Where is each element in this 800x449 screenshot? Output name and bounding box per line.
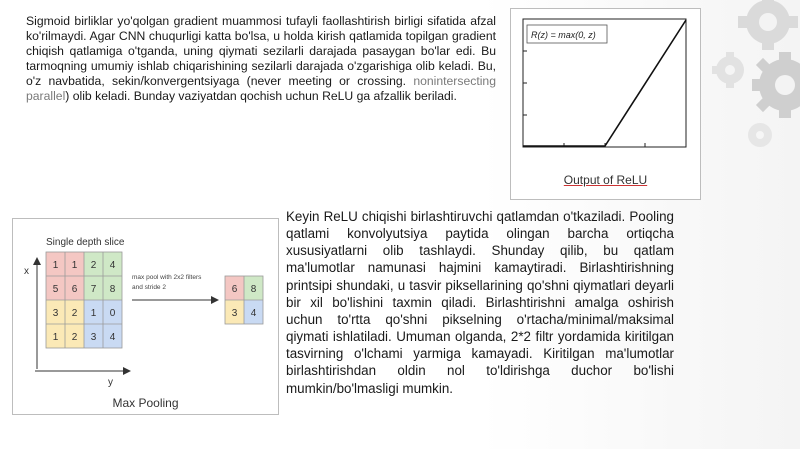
output-cell: 8 bbox=[250, 284, 257, 295]
max-pooling-figure bbox=[12, 218, 279, 415]
output-cell: 6 bbox=[231, 284, 238, 295]
pooling-paragraph: Keyin ReLU chiqishi birlashtiruvchi qatlamdan o'tkaziladi. Pooling qatlami konvolyutsiya paytida olingan barcha ortiqcha xususiyatlarni olib tashlaydi. Shunday qilib, bu qatlam ma'lumotlar namunasi hajmini kamaytiradi. Birlashtirishning printsipi shundaki, u tasvir piksellarining qo'shni qiymatlari deyarli bir xil bo'lishini taxmin qiladi. Birlashtirishni amalga oshirish uchun to'rtta qo'shni pikselning o'rtacha/minimal/maksimal qiymati ishlatiladi. Umuman olganda, 2*2 filtr yordamida kiritilgan tasvirning o'lchami yarmiga kamayadi. Kiritilgan ma'lumotlar birlashtirishdan oldin nol to'ldirishga duchor bo'lishi mumkin/bo'lmasligi mumkin. bbox=[286, 209, 674, 396]
input-cell: 5 bbox=[52, 284, 59, 295]
gears-decoration bbox=[690, 0, 800, 150]
pool-y-label: y bbox=[108, 377, 113, 388]
relu-formula: R(z) = max(0, z) bbox=[531, 30, 596, 40]
input-matrix bbox=[46, 252, 122, 348]
intro-paragraph-soft: nonintersecting parallel bbox=[26, 73, 496, 103]
input-cell: 2 bbox=[90, 260, 97, 271]
input-cell: 1 bbox=[52, 260, 59, 271]
relu-caption-text: Output of ReLU bbox=[563, 173, 648, 187]
max-pooling-caption: Max Pooling bbox=[112, 396, 179, 410]
input-cell: 1 bbox=[90, 308, 97, 319]
intro-paragraph bbox=[26, 14, 496, 103]
pool-y-arrow bbox=[123, 367, 131, 375]
output-matrix bbox=[225, 276, 263, 324]
input-cell: 4 bbox=[109, 260, 116, 271]
intro-paragraph-main: Sigmoid birliklar yo'qolgan gradient muammosi tufayli faollashtirish birligi sifatida afzal ko'rilmaydi. Agar CNN chuqurligi katta bo'lsa, u holda kirish qatlamida topilgan gradient chiqish qatlamiga o'tganda, uning qiymati sezilarli darajada pasaygan bo'lar edi. Bu tarmoqning umumiy ishlab chiqarishining sezilarli darajada o'zgarishiga olib keladi. Bu, o'z navbatida, sekin/konvergentsiyaga (never meeting or crossing. bbox=[26, 14, 496, 88]
pool-annotation-line1: max pool with 2x2 filters bbox=[132, 274, 202, 281]
relu-plot-ticks bbox=[523, 51, 645, 147]
pool-arrow-head bbox=[211, 296, 219, 304]
input-cell: 3 bbox=[90, 332, 97, 343]
max-pooling-diagram bbox=[13, 219, 278, 394]
relu-caption bbox=[511, 173, 700, 187]
input-cell: 8 bbox=[109, 284, 116, 295]
pool-title: Single depth slice bbox=[46, 237, 125, 248]
output-cell: 3 bbox=[231, 308, 238, 319]
output-cell: 4 bbox=[250, 308, 257, 319]
input-cell: 3 bbox=[52, 308, 59, 319]
pool-x-label: x bbox=[24, 266, 29, 277]
input-cell: 2 bbox=[71, 308, 78, 319]
input-cell: 1 bbox=[52, 332, 59, 343]
pool-annotation-line2: and stride 2 bbox=[132, 284, 166, 291]
relu-plot bbox=[511, 9, 700, 169]
input-cell: 2 bbox=[71, 332, 78, 343]
relu-figure bbox=[510, 8, 701, 200]
input-cell: 1 bbox=[71, 260, 78, 271]
input-cell: 7 bbox=[90, 284, 97, 295]
input-cell: 6 bbox=[71, 284, 78, 295]
intro-paragraph-end: ) olib keladi. Bunday vaziyatdan qochish uchun ReLU ga afzallik beriladi. bbox=[65, 88, 457, 103]
input-cell: 0 bbox=[109, 308, 116, 319]
pool-x-arrow bbox=[33, 257, 41, 265]
input-cell: 4 bbox=[109, 332, 116, 343]
